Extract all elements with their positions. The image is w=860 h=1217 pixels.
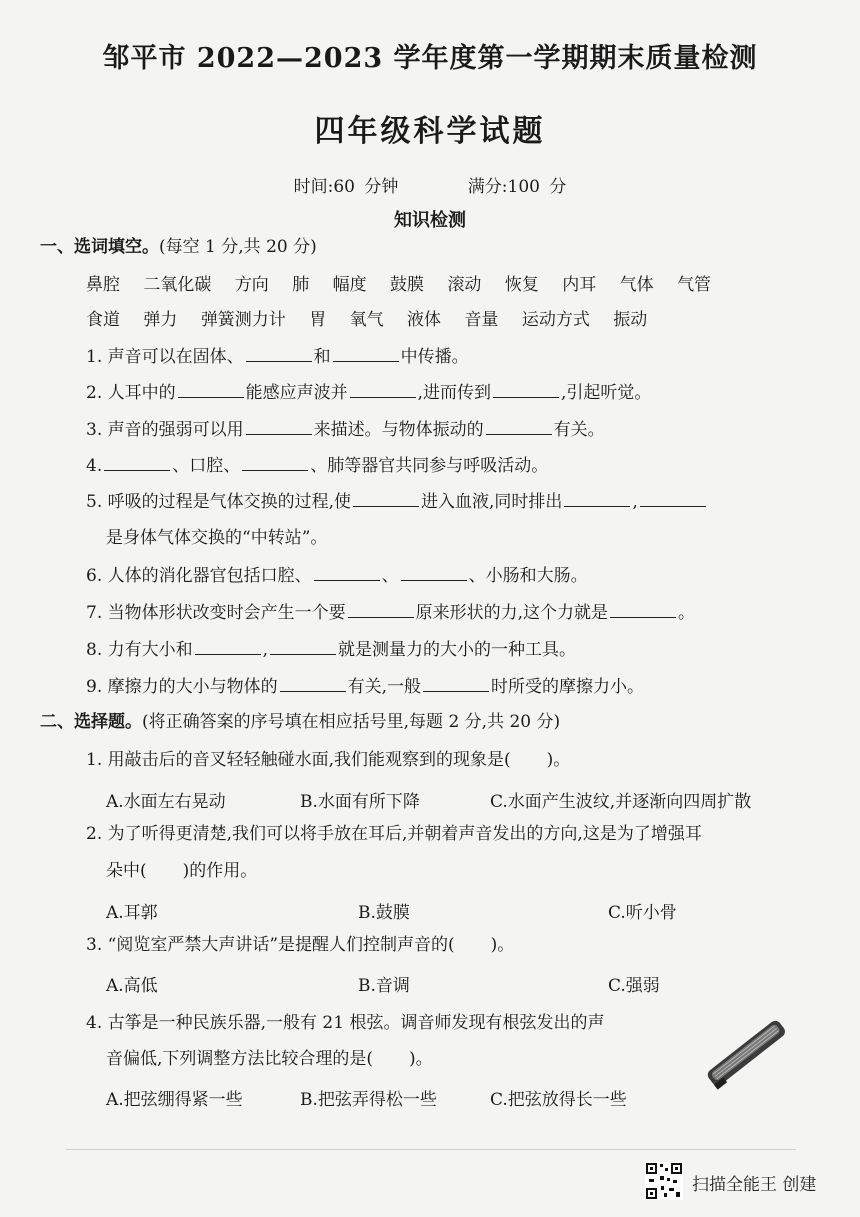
- q-text: 时所受的摩擦力小。: [491, 677, 645, 697]
- q-text: 。: [678, 603, 696, 623]
- answer-blank[interactable]: [314, 564, 380, 581]
- answer-blank[interactable]: [564, 490, 630, 507]
- q-text: 能感应声波并: [245, 383, 348, 403]
- fill-question-9: [86, 675, 644, 698]
- option-c: C.水面产生波纹,并逐渐向四周扩散: [490, 792, 752, 812]
- q-text: 6. 人体的消化器官包括口腔、: [86, 566, 312, 586]
- word: 运动方式: [521, 310, 590, 330]
- answer-blank[interactable]: [246, 418, 312, 435]
- answer-blank[interactable]: [280, 675, 346, 692]
- answer-blank[interactable]: [401, 564, 467, 581]
- exam-meta: [0, 172, 860, 197]
- word: 振动: [613, 310, 648, 330]
- qr-code-icon: [645, 1162, 683, 1200]
- answer-blank[interactable]: [178, 381, 244, 398]
- choice-question-1: [86, 749, 570, 771]
- q-text: 、小肠和大肠。: [468, 566, 588, 586]
- q-text: ,进而传到: [417, 383, 492, 403]
- q-text: 、: [381, 566, 399, 586]
- word: 弹力: [143, 310, 178, 330]
- fill-question-8: [86, 638, 576, 661]
- word: 鼻腔: [86, 275, 120, 295]
- part1-note: (每空 1 分,共 20 分): [159, 237, 317, 257]
- fill-question-6: [86, 564, 588, 587]
- word: 鼓膜: [390, 275, 425, 295]
- q-text: 朵中(: [106, 861, 147, 881]
- q-text: 2. 为了听得更清楚,我们可以将手放在耳后,并朝着声音发出的方向,这是为了增强耳: [86, 824, 702, 844]
- word: 氧气: [349, 310, 384, 330]
- q-text: 和: [313, 347, 331, 367]
- q-text: )。: [409, 1049, 433, 1069]
- word: 恢复: [504, 275, 539, 295]
- answer-blank[interactable]: [246, 345, 312, 362]
- q-text: 9. 摩擦力的大小与物体的: [86, 677, 278, 697]
- word: 二氧化碳: [143, 275, 212, 295]
- answer-blank[interactable]: [640, 490, 706, 507]
- q-text: )。: [490, 935, 515, 955]
- answer-blank[interactable]: [610, 601, 676, 618]
- q-text: 中传播。: [400, 347, 469, 367]
- fill-question-2: [86, 381, 651, 404]
- word: 内耳: [562, 275, 597, 295]
- fill-question-7: [86, 601, 695, 624]
- option-c: C.强弱: [608, 976, 660, 996]
- word: 液体: [407, 310, 442, 330]
- word: 音量: [464, 310, 499, 330]
- guzheng-image: [700, 1012, 794, 1096]
- choice-question-3: [86, 934, 514, 956]
- option-a: A.耳郭: [106, 903, 158, 923]
- word: 肺: [292, 275, 310, 295]
- answer-blank[interactable]: [104, 454, 170, 471]
- word: 气管: [677, 275, 712, 295]
- option-b: B.把弦弄得松一些: [300, 1090, 437, 1110]
- q-text: 1. 声音可以在固体、: [86, 347, 244, 367]
- option-a: A.把弦绷得紧一些: [106, 1090, 243, 1110]
- scanner-watermark: 扫描全能王 创建: [692, 1175, 817, 1195]
- fill-question-1: [86, 345, 469, 368]
- exam-time: 时间:60 分钟: [293, 177, 399, 197]
- fill-question-3: [86, 418, 605, 441]
- option-b: B.鼓膜: [358, 903, 410, 923]
- choice-question-2-cont: [106, 860, 257, 882]
- q-text: 4.: [86, 456, 103, 476]
- q-text: 有关,一般: [347, 677, 422, 697]
- answer-blank[interactable]: [486, 418, 552, 435]
- q-text: )。: [546, 750, 571, 770]
- answer-blank[interactable]: [350, 381, 416, 398]
- part2-heading: [40, 711, 560, 733]
- option-a: A.高低: [106, 976, 158, 996]
- option-c: C.把弦放得长一些: [490, 1090, 627, 1110]
- q-text: 3. “阅览室严禁大声讲话”是提醒人们控制声音的(: [86, 935, 455, 955]
- q-text: 有关。: [553, 420, 605, 440]
- q-text: 是身体气体交换的“中转站”。: [106, 528, 328, 548]
- answer-blank[interactable]: [423, 675, 489, 692]
- q-text: ,引起听觉。: [561, 383, 652, 403]
- fill-question-5: [86, 490, 708, 513]
- part1-heading: [40, 236, 317, 258]
- footer-divider: [66, 1149, 796, 1150]
- q-text: 8. 力有大小和: [86, 640, 193, 660]
- word: 食道: [86, 310, 120, 330]
- section-heading: 知识检测: [394, 210, 466, 231]
- word-bank-row-1: [86, 274, 729, 296]
- q-text: 进入血液,同时排出: [421, 492, 563, 512]
- q-text: 2. 人耳中的: [86, 383, 176, 403]
- answer-blank[interactable]: [333, 345, 399, 362]
- answer-blank[interactable]: [195, 638, 261, 655]
- q-text: 5. 呼吸的过程是气体交换的过程,使: [86, 492, 352, 512]
- part1-heading-text: 一、选词填空。: [40, 237, 159, 257]
- option-c: C.听小骨: [608, 903, 677, 923]
- q-text: 1. 用敲击后的音叉轻轻触碰水面,我们能观察到的现象是(: [86, 750, 511, 770]
- answer-blank[interactable]: [270, 638, 336, 655]
- q-text: 4. 古筝是一种民族乐器,一般有 21 根弦。调音师发现有根弦发出的声: [86, 1013, 605, 1033]
- word-bank-row-2: [86, 309, 665, 331]
- exam-title: 邹平市 2022—2023 学年度第一学期期末质量检测: [102, 43, 758, 74]
- choice-question-4-cont: [106, 1048, 433, 1070]
- option-a: A.水面左右晃动: [106, 792, 226, 812]
- q-text: )的作用。: [182, 861, 258, 881]
- q-text: 音偏低,下列调整方法比较合理的是(: [106, 1049, 374, 1069]
- option-b: B.水面有所下降: [300, 792, 420, 812]
- answer-blank[interactable]: [493, 381, 559, 398]
- exam-score: 满分:100 分: [467, 177, 567, 197]
- q-text: 、肺等器官共同参与呼吸活动。: [310, 456, 549, 476]
- choice-question-4: [86, 1012, 604, 1034]
- q-text: ,: [262, 640, 269, 660]
- answer-blank[interactable]: [348, 601, 414, 618]
- answer-blank[interactable]: [242, 454, 308, 471]
- q-text: ,: [632, 492, 638, 512]
- choice-question-2: [86, 823, 702, 845]
- fill-question-4: [86, 454, 548, 477]
- word: 气体: [619, 275, 654, 295]
- q-text: 、口腔、: [172, 456, 241, 476]
- q-text: 原来形状的力,这个力就是: [415, 603, 609, 623]
- word: 滚动: [447, 275, 482, 295]
- word: 胃: [309, 310, 327, 330]
- exam-subtitle: 四年级科学试题: [314, 114, 546, 149]
- part2-heading-text: 二、选择题。: [40, 712, 142, 732]
- part2-note: (将正确答案的序号填在相应括号里,每题 2 分,共 20 分): [142, 712, 561, 732]
- word: 方向: [234, 275, 269, 295]
- q-text: 7. 当物体形状改变时会产生一个要: [86, 603, 346, 623]
- word: 幅度: [332, 275, 367, 295]
- answer-blank[interactable]: [353, 490, 419, 507]
- q-text: 3. 声音的强弱可以用: [86, 420, 244, 440]
- word: 弹簧测力计: [200, 310, 286, 330]
- fill-question-5-cont: [106, 527, 327, 549]
- option-b: B.音调: [358, 976, 410, 996]
- q-text: 来描述。与物体振动的: [313, 420, 484, 440]
- q-text: 就是测量力的大小的一种工具。: [338, 640, 577, 660]
